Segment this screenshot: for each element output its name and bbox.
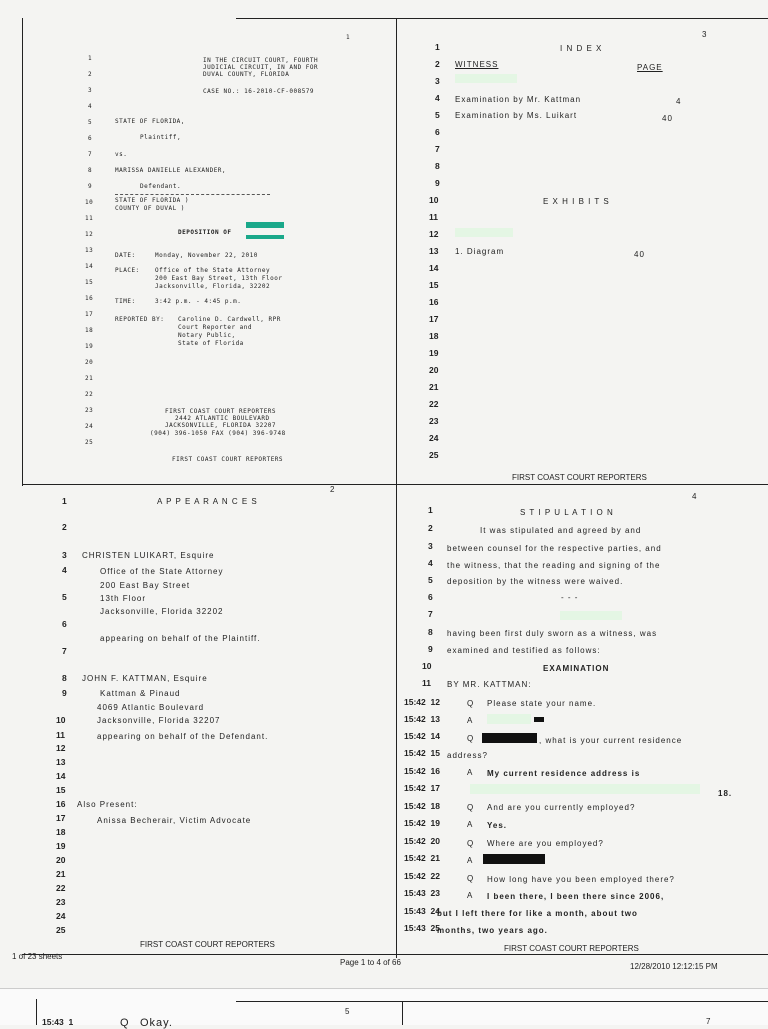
firm-line-4: (904) 396-1050 FAX (904) 396-9748 — [150, 430, 286, 437]
firm-line-1: FIRST COAST COURT REPORTERS — [165, 408, 277, 415]
appearance-l4b: 200 East Bay Street — [100, 581, 191, 590]
line-number: 4 — [435, 93, 440, 103]
line-number: 9 — [62, 688, 67, 698]
a17-text: 18. — [718, 789, 733, 798]
appearance-l5b: Jacksonville, Florida 32202 — [100, 607, 224, 616]
line-number: 3 — [88, 87, 93, 94]
place-line-1: Office of the State Attorney — [155, 267, 271, 274]
timestamp: 15:42 — [404, 731, 426, 741]
line-number: 22 — [85, 391, 94, 398]
q14-text: , what is your current residence — [539, 736, 683, 745]
redaction-highlight — [455, 228, 513, 237]
time-value: 3:42 p.m. - 4:45 p.m. — [155, 298, 242, 305]
line-number: 6 — [435, 127, 440, 137]
timestamp: 15:43 — [404, 888, 426, 898]
page-footer: FIRST COAST COURT REPORTERS — [172, 456, 284, 463]
p4-line-8: having been first duly sworn as a witness, was — [447, 629, 658, 638]
exam-2-page: 40 — [662, 114, 673, 123]
line-number: 5 — [88, 119, 93, 126]
a-marker: A — [467, 768, 474, 777]
page-footer: FIRST COAST COURT REPORTERS — [140, 940, 275, 949]
line-number: 14 — [56, 771, 66, 781]
page-footer: FIRST COAST COURT REPORTERS — [504, 944, 639, 953]
date-label: DATE: — [115, 252, 136, 259]
exhibits-title: E X H I B I T S — [543, 197, 610, 206]
line-number: 7 — [88, 151, 93, 158]
line-number: 18 — [429, 331, 439, 341]
q15-text: address? — [447, 751, 488, 760]
line-number: 15:43 25 — [404, 923, 440, 933]
line-number: 1 — [435, 42, 440, 52]
witness-label: WITNESS — [455, 60, 499, 69]
line-number: 19 — [56, 841, 66, 851]
vs-label: vs. — [115, 151, 128, 158]
appearance-l9: Kattman & Pinaud — [100, 689, 181, 698]
exhibit-1-page: 40 — [634, 250, 645, 259]
line-number: 24 — [429, 433, 439, 443]
line-number: 10 — [422, 661, 432, 671]
venue-county: COUNTY OF DUVAL ) — [115, 205, 185, 212]
timestamp: 15:42 — [404, 801, 426, 811]
a-marker: A — [467, 820, 474, 829]
line-number: 15:42 21 — [404, 853, 440, 863]
line-number: 11 — [56, 730, 65, 740]
line-number: 16 — [429, 297, 439, 307]
redaction-highlight — [470, 784, 700, 794]
line-number: 4 — [62, 565, 67, 575]
appearance-l6b: appearing on behalf of the Plaintiff. — [100, 634, 261, 643]
appearance-l8: JOHN F. KATTMAN, Esquire — [82, 674, 208, 683]
state: STATE OF FLORIDA, — [115, 118, 185, 125]
a-marker: A — [467, 891, 474, 900]
line-number: 15:43 23 — [404, 888, 440, 898]
line-number: 25 — [56, 925, 66, 935]
line-number: 9 — [435, 178, 440, 188]
page-number: 4 — [692, 492, 697, 501]
line-number: 7 — [62, 646, 67, 656]
line-number: 17 — [85, 311, 94, 318]
line-number: 12 — [85, 231, 94, 238]
line-number: 8 — [88, 167, 93, 174]
q-marker: Q — [120, 1017, 130, 1029]
line-number: 11 — [422, 678, 431, 688]
reported-line-1: Caroline D. Cardwell, RPR — [178, 316, 281, 323]
line-number: 3 — [435, 76, 440, 86]
line-number: 21 — [85, 375, 94, 382]
appearance-l11: appearing on behalf of the Defendant. — [97, 732, 269, 741]
exam-1: Examination by Mr. Kattman — [455, 95, 582, 104]
q-marker: Q — [467, 874, 475, 883]
line-number: 17 — [429, 314, 439, 324]
place-label: PLACE: — [115, 267, 140, 274]
redaction-highlight — [487, 714, 531, 724]
line-number: 1 — [428, 505, 433, 515]
line-number: 22 — [429, 399, 439, 409]
line-number: 22 — [56, 883, 66, 893]
line-number: 16 — [56, 799, 66, 809]
exam-1-page: 4 — [676, 97, 682, 106]
line-number: 4 — [88, 103, 93, 110]
line-number: 19 — [429, 348, 439, 358]
p4-line-9: examined and testified as follows: — [447, 646, 601, 655]
line-number: 15:42 20 — [404, 836, 440, 846]
redaction-mark — [534, 717, 544, 722]
deposition-of: DEPOSITION OF — [178, 229, 232, 236]
line-number: 24 — [56, 911, 66, 921]
next-page-number-right: 7 — [706, 1017, 711, 1026]
line-number: 18 — [56, 827, 66, 837]
line-number: 8 — [428, 627, 433, 637]
appearance-l10: Jacksonville, Florida 32207 — [97, 716, 221, 725]
line-number: 2 — [88, 71, 93, 78]
line-number: 15:43 24 — [404, 906, 440, 916]
line-number: 1 — [68, 1017, 74, 1027]
timestamp: 15:42 — [404, 853, 426, 863]
examination-heading: EXAMINATION — [543, 664, 610, 673]
timestamp: 15:42 — [404, 836, 426, 846]
print-timestamp: 12/28/2010 12:12:15 PM — [630, 962, 718, 971]
line-number: 13 — [85, 247, 94, 254]
line-number: 10 — [429, 195, 439, 205]
appearance-l5: 13th Floor — [100, 594, 147, 603]
line-number: 3 — [62, 550, 67, 560]
timestamp: 15:42 — [404, 697, 426, 707]
frame-center-line — [396, 18, 397, 958]
line-number: 20 — [56, 855, 66, 865]
reported-line-4: State of Florida — [178, 340, 244, 347]
appearance-l3: CHRISTEN LUIKART, Esquire — [82, 551, 215, 560]
line-number: 25 — [85, 439, 94, 446]
venue-state: STATE OF FLORIDA ) — [115, 197, 190, 204]
timestamp: 15:42 — [404, 766, 426, 776]
q-marker: Q — [467, 803, 475, 812]
redaction-highlight — [560, 611, 622, 620]
line-number: 14 — [429, 263, 439, 273]
next-sheet-top-edge — [236, 1001, 768, 1002]
next-page-number: 5 — [345, 1007, 350, 1016]
line-number: 1 — [62, 496, 67, 506]
court-header-2: JUDICIAL CIRCUIT, IN AND FOR — [203, 64, 319, 71]
reported-label: REPORTED BY: — [115, 316, 165, 323]
page-number: 3 — [702, 30, 707, 39]
court-header-3: DUVAL COUNTY, FLORIDA — [203, 71, 290, 78]
a24-text: but I left there for like a month, about two — [437, 909, 638, 918]
line-number: 20 — [429, 365, 439, 375]
appearance-l9b: 4069 Atlantic Boulevard — [97, 703, 205, 712]
line-number: 12 — [429, 229, 439, 239]
dashed-rule — [115, 194, 270, 195]
next-sheet-divider — [402, 1001, 403, 1025]
line-number: 3 — [428, 541, 433, 551]
line-number: 1 — [88, 55, 93, 62]
line-number: 15:42 18 — [404, 801, 440, 811]
teal-mark — [246, 222, 284, 228]
line-number: 14 — [85, 263, 94, 270]
line-number: 13 — [429, 246, 439, 256]
p4-separator: - - - — [561, 593, 579, 602]
frame-bottom-hline — [22, 954, 768, 955]
line-number: 15:42 16 — [404, 766, 440, 776]
line-number: 4 — [428, 558, 433, 568]
line-number: 15:42 14 — [404, 731, 440, 741]
line-number: 2 — [428, 523, 433, 533]
q-marker: Q — [467, 734, 475, 743]
next-sheet — [0, 988, 768, 1029]
q-marker: Q — [467, 699, 475, 708]
p4-line-4: the witness, that the reading and signing of the — [447, 561, 661, 570]
sheets-count: 1 of 23 sheets — [12, 952, 63, 961]
line-number: 2 — [435, 59, 440, 69]
line-number: 20 — [85, 359, 94, 366]
line-number: 10 — [85, 199, 94, 206]
frame-top-line — [22, 18, 23, 486]
line-number: 6 — [88, 135, 93, 142]
timestamp: 15:43 — [404, 923, 426, 933]
reported-line-3: Notary Public, — [178, 332, 236, 339]
appearances-title: A P P E A R A N C E S — [157, 497, 258, 506]
p4-line-3: between counsel for the respective parties, and — [447, 544, 662, 553]
line-number: 8 — [62, 673, 67, 683]
line-number: 7 — [435, 144, 440, 154]
line-number: 5 — [62, 592, 67, 602]
line-number: 23 — [429, 416, 439, 426]
line-number: 16 — [85, 295, 94, 302]
line-number: 24 — [85, 423, 94, 430]
line-number: 15:42 19 — [404, 818, 440, 828]
page-footer: FIRST COAST COURT REPORTERS — [512, 473, 647, 482]
timestamp: 15:42 — [404, 748, 426, 758]
line-number: 25 — [429, 450, 439, 460]
line-number: 23 — [56, 897, 66, 907]
a16-text: My current residence address is — [487, 769, 641, 778]
line-number: 21 — [56, 869, 66, 879]
timestamp: 15:43 — [42, 1017, 64, 1027]
line-number: 17 — [56, 813, 66, 823]
timestamp: 15:43 — [404, 906, 426, 916]
timestamp: 15:42 — [404, 871, 426, 881]
line-number: 11 — [85, 215, 94, 222]
line-number: 5 — [428, 575, 433, 585]
line-number: 2 — [62, 522, 67, 532]
line-number: 18 — [85, 327, 94, 334]
frame-top-hline — [236, 18, 768, 19]
line-number: 19 — [85, 343, 94, 350]
time-label: TIME: — [115, 298, 136, 305]
q20-text: Where are you employed? — [487, 839, 604, 848]
firm-line-3: JACKSONVILLE, FLORIDA 32207 — [165, 422, 277, 429]
page-range: Page 1 to 4 of 66 — [340, 958, 401, 967]
defendant-name: MARISSA DANIELLE ALEXANDER, — [115, 167, 227, 174]
firm-line-2: 2442 ATLANTIC BOULEVARD — [175, 415, 270, 422]
date-value: Monday, November 22, 2010 — [155, 252, 258, 259]
a23-text: I been there, I been there since 2006, — [487, 892, 665, 901]
stipulation-title: S T I P U L A T I O N — [520, 508, 614, 517]
case-number: CASE NO.: 16-2010-CF-008579 — [203, 88, 315, 95]
line-number: 23 — [85, 407, 94, 414]
line-number: 6 — [62, 619, 67, 629]
page-number: 1 — [346, 34, 351, 41]
q18-text: And are you currently employed? — [487, 803, 636, 812]
place-line-3: Jacksonville, Florida, 32202 — [155, 283, 271, 290]
q22-text: How long have you been employed there? — [487, 875, 675, 884]
reported-line-2: Court Reporter and — [178, 324, 253, 331]
redaction-bar — [482, 733, 537, 743]
plaintiff-label: Plaintiff, — [140, 134, 182, 141]
line-number: 6 — [428, 592, 433, 602]
a25-text: months, two years ago. — [437, 926, 548, 935]
p4-line-2: It was stipulated and agreed by and — [480, 526, 642, 535]
index-title: I N D E X — [560, 44, 603, 53]
court-header-1: IN THE CIRCUIT COURT, FOURTH — [203, 57, 319, 64]
line-number: 15:42 17 — [404, 783, 440, 793]
line-number: 10 — [56, 715, 66, 725]
appearance-l16: Also Present: — [77, 800, 138, 809]
a19-text: Yes. — [487, 821, 508, 830]
line-number: 15:42 15 — [404, 748, 440, 758]
timestamp: 15:42 — [404, 783, 426, 793]
line-number: 11 — [429, 212, 438, 222]
appearance-l17: Anissa Becherair, Victim Advocate — [97, 816, 252, 825]
next-timestamp — [42, 1017, 73, 1027]
line-number: 15:42 13 — [404, 714, 440, 724]
page-number: 2 — [330, 485, 335, 494]
line-number: 15:42 22 — [404, 871, 440, 881]
next-line-text: Okay. — [140, 1017, 173, 1029]
line-number: 15 — [429, 280, 439, 290]
next-sheet-left-edge — [36, 999, 37, 1025]
line-number: 15:42 12 — [404, 697, 440, 707]
redaction-bar — [483, 854, 545, 864]
redaction-highlight — [455, 74, 517, 83]
defendant-label: Defendant. — [140, 183, 182, 190]
line-number: 21 — [429, 382, 439, 392]
place-line-2: 200 East Bay Street, 13th Floor — [155, 275, 283, 282]
timestamp: 15:42 — [404, 714, 426, 724]
q12-text: Please state your name. — [487, 699, 597, 708]
line-number: 15 — [85, 279, 94, 286]
page-label: PAGE — [637, 63, 663, 72]
p4-line-5: deposition by the witness were waived. — [447, 577, 624, 586]
line-number: 9 — [428, 644, 433, 654]
timestamp: 15:42 — [404, 818, 426, 828]
frame-middle-hline — [22, 484, 768, 485]
a-marker: A — [467, 856, 474, 865]
q-marker: Q — [467, 839, 475, 848]
line-number: 8 — [435, 161, 440, 171]
a-marker: A — [467, 716, 474, 725]
exam-2: Examination by Ms. Luikart — [455, 111, 578, 120]
exhibit-1: 1. Diagram — [455, 247, 505, 256]
line-number: 9 — [88, 183, 93, 190]
by-mr-kattman: BY MR. KATTMAN: — [447, 680, 532, 689]
line-number: 15 — [56, 785, 66, 795]
line-number: 7 — [428, 609, 433, 619]
teal-mark-2 — [246, 235, 284, 239]
line-number: 5 — [435, 110, 440, 120]
line-number: 12 — [56, 743, 66, 753]
line-number: 13 — [56, 757, 66, 767]
appearance-l4: Office of the State Attorney — [100, 567, 224, 576]
